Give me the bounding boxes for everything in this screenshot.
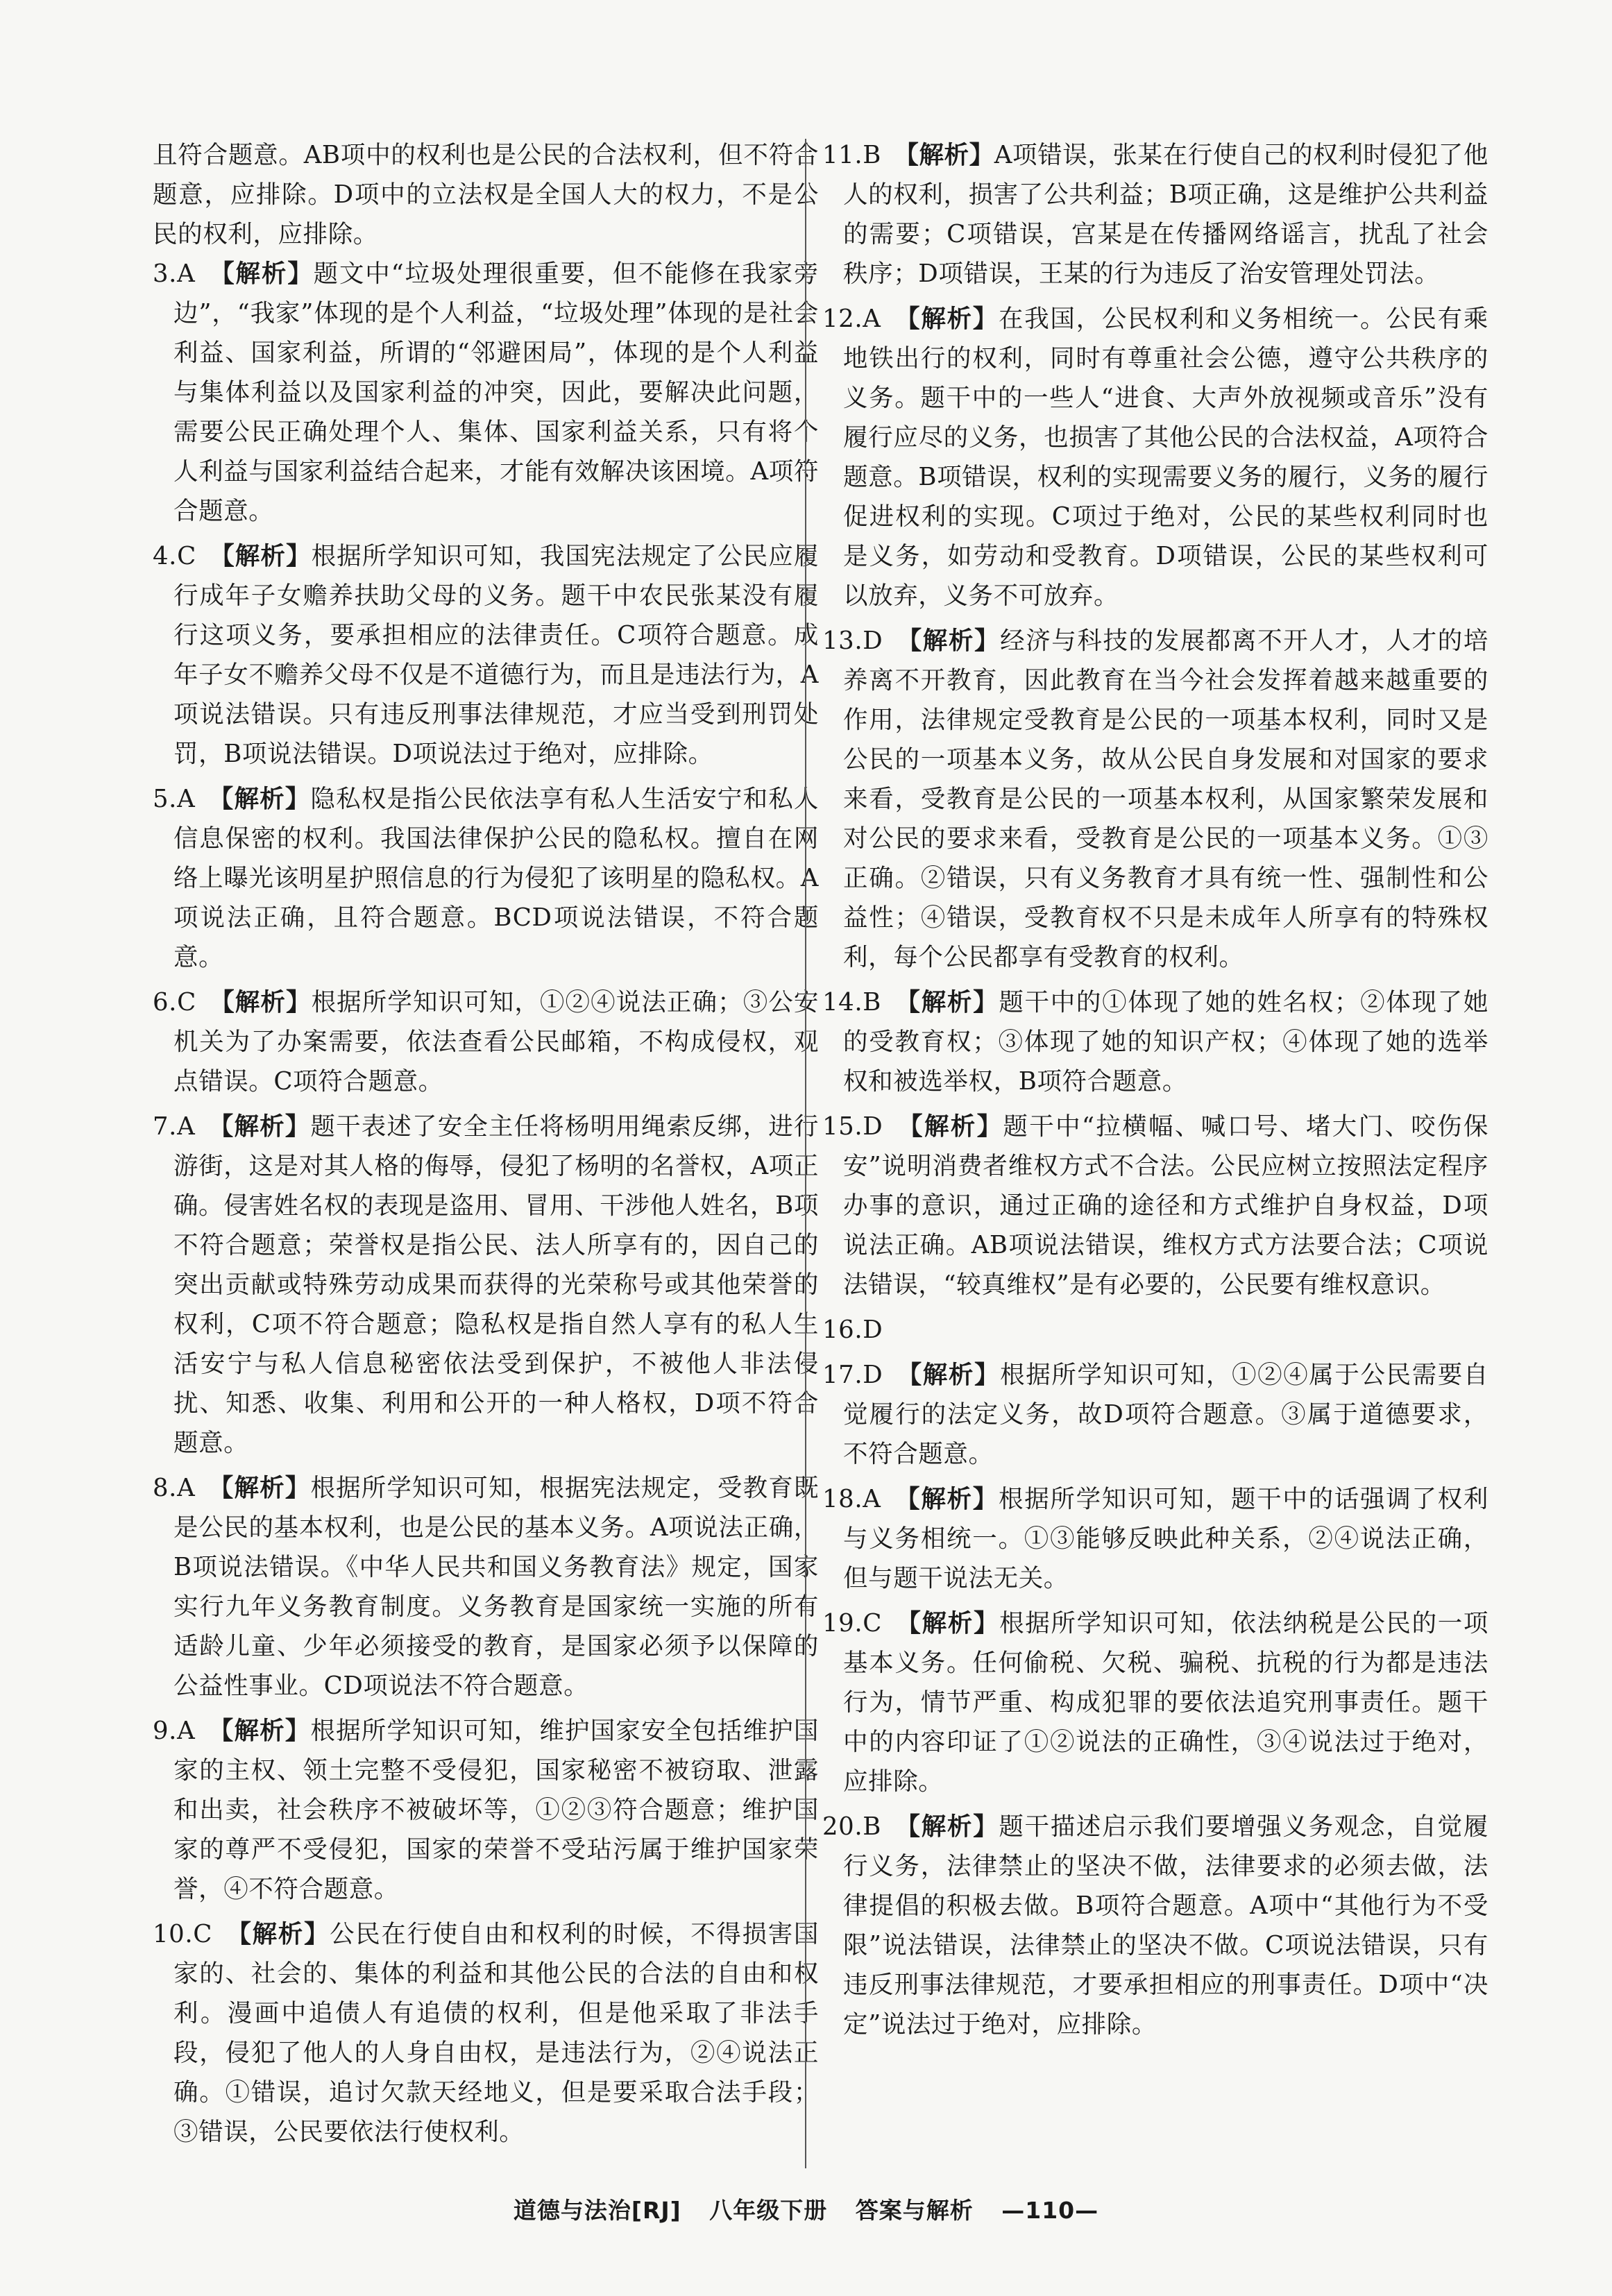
- analysis-tag: 【解析】: [909, 627, 1001, 655]
- item-answer: A: [177, 1112, 196, 1141]
- page-number: —110—: [1001, 2197, 1099, 2224]
- analysis-tag: 【解析】: [908, 1812, 999, 1841]
- answer-item-14: [822, 983, 1488, 1101]
- item-answer: C: [193, 1920, 213, 1948]
- right-column: [822, 135, 1488, 2050]
- item-number: 20.: [822, 1812, 863, 1841]
- answer-item-16: [822, 1310, 1488, 1350]
- analysis-tag: 【解析】: [908, 1609, 1000, 1638]
- analysis-tag: 【解析】: [909, 1361, 1001, 1389]
- item-number: 13.: [822, 627, 863, 655]
- item-text: 在我国，公民权利和义务相统一。公民有乘地铁出行的权利，同时有尊重社会公德，遵守公共秩序的义务。题干中的一些人“进食、大声外放视频或音乐”没有履行应尽的义务，也损害了其他公民的合法权益，A项符合题意。B项错误，权利的实现需要义务的履行，义务的履行促进权利的实现。C项过于绝对，公民的某些权利同时也是义务，如劳动和受教育。D项错误，公民的某些权利可以放弃，义务不可放弃。: [843, 305, 1488, 610]
- item-answer: B: [863, 988, 881, 1017]
- item-number: 12.: [822, 305, 863, 333]
- item-number: 15.: [822, 1112, 863, 1141]
- item-number: 14.: [822, 988, 863, 1017]
- column-divider: [805, 139, 806, 2168]
- item-number: 7.: [153, 1112, 178, 1141]
- item-number: 10.: [153, 1920, 194, 1948]
- item-answer: A: [177, 1474, 196, 1502]
- item-answer: C: [177, 542, 196, 570]
- left-column: [153, 135, 819, 2157]
- item-number: 16.: [822, 1316, 863, 1344]
- item-answer: A: [177, 1717, 196, 1745]
- item-text: 根据所学知识可知，我国宪法规定了公民应履行成年子女赡养扶助父母的义务。题干中农民张某没有履行这项义务，要承担相应的法律责任。C项符合题意。成年子女不赡养父母不仅是不道德行为，而且是违法行为，A项说法错误。只有违反刑事法律规范，才应当受到刑罚处罚，B项说法错误。D项说法过于绝对，应排除。: [173, 542, 819, 768]
- item-text: 根据所学知识可知，维护国家安全包括维护国家的主权、领土完整不受侵犯，国家秘密不被窃取、泄露和出卖，社会秩序不被破坏等，①②③符合题意；维护国家的尊严不受侵犯，国家的荣誉不受玷污属于维护国家荣誉，④不符合题意。: [173, 1717, 819, 1903]
- answer-item-15: [822, 1107, 1488, 1304]
- answer-item-12: [822, 299, 1488, 615]
- item-number: 8.: [153, 1474, 178, 1502]
- item-answer: D: [863, 1316, 883, 1344]
- answer-item-13: [822, 621, 1488, 977]
- item-text: 根据所学知识可知，根据宪法规定，受教育既是公民的基本权利，也是公民的基本义务。A项说法正确，B项说法错误。《中华人民共和国义务教育法》规定，国家实行九年义务教育制度。义务教育是国家统一实施的所有适龄儿童、少年必须接受的教育，是国家必须予以保障的公益性事业。CD项说法不符合题意。: [173, 1474, 819, 1700]
- analysis-tag: 【解析】: [910, 1112, 1003, 1141]
- item-answer: C: [863, 1609, 883, 1638]
- item-text: 根据所学知识可知，①②④属于公民需要自觉履行的法定义务，故D项符合题意。③属于道德要求，不符合题意。: [843, 1361, 1488, 1468]
- analysis-tag: 【解析】: [221, 1112, 311, 1141]
- analysis-tag: 【解析】: [906, 141, 994, 169]
- analysis-tag: 【解析】: [907, 305, 999, 333]
- item-number: 3.: [153, 260, 178, 288]
- analysis-tag: 【解析】: [221, 542, 312, 570]
- item-answer: A: [177, 785, 196, 813]
- item-number: 19.: [822, 1609, 863, 1638]
- item-number: 18.: [822, 1485, 863, 1513]
- analysis-tag: 【解析】: [221, 988, 312, 1017]
- analysis-tag: 【解析】: [221, 1717, 311, 1745]
- analysis-tag: 【解析】: [221, 1474, 311, 1502]
- item-number: 11.: [822, 141, 863, 169]
- continued-paragraph: 且符合题意。AB项中的权利也是公民的合法权利，但不符合题意，应排除。D项中的立法权是全国人大的权力，不是公民的权利，应排除。: [153, 141, 819, 248]
- item-answer: D: [863, 1112, 883, 1141]
- item-text: 题干中“拉横幅、喊口号、堵大门、咬伤保安”说明消费者维权方式不合法。公民应树立按照法定程序办事的意识，通过正确的途径和方式维护自身权益，D项说法正确。AB项说法错误，维权方式方法要合法；C项说法错误，“较真维权”是有必要的，公民要有维权意识。: [843, 1112, 1488, 1299]
- item-answer: B: [863, 1812, 881, 1841]
- item-number: 17.: [822, 1361, 863, 1389]
- item-text: 根据所学知识可知，题干中的话强调了权利与义务相统一。①③能够反映此种关系，②④说法正确，但与题干说法无关。: [843, 1485, 1488, 1592]
- item-answer: A: [863, 1485, 881, 1513]
- analysis-tag: 【解析】: [221, 785, 311, 813]
- analysis-tag: 【解析】: [221, 260, 314, 288]
- analysis-tag: 【解析】: [908, 988, 999, 1017]
- item-number: 5.: [153, 785, 178, 813]
- item-text: 题文中“垃圾处理很重要，但不能修在我家旁边”，“我家”体现的是个人利益，“垃圾处理”体现的是社会利益、国家利益，所谓的“邻避困局”，体现的是个人利益与集体利益以及国家利益的冲突，因此，要解决此问题，需要公民正确处理个人、集体、国家利益关系，只有将个人利益与国家利益结合起来，才能有效解决该困境。A项符合题意。: [173, 260, 819, 525]
- answer-item-6: [153, 983, 819, 1101]
- page-footer: [0, 2193, 1612, 2225]
- item-number: 4.: [153, 542, 178, 570]
- left-item-list: [153, 254, 819, 2152]
- answer-item-17: [822, 1355, 1488, 1474]
- item-text: 题干描述启示我们要增强义务观念，自觉履行义务，法律禁止的坚决不做，法律要求的必须去做，法律提倡的积极去做。B项符合题意。A项中“其他行为不受限”说法错误，法律禁止的坚决不做。C项说法错误，只有违反刑事法律规范，才要承担相应的刑事责任。D项中“决定”说法过于绝对，应排除。: [843, 1812, 1488, 2039]
- answer-item-3: [153, 254, 819, 531]
- answer-item-9: [153, 1711, 819, 1909]
- footer-grade: 八年级下册: [709, 2197, 828, 2224]
- answer-item-11: [822, 135, 1488, 294]
- item-answer: A: [177, 260, 196, 288]
- item-answer: A: [863, 305, 881, 333]
- item-text: 根据所学知识可知，依法纳税是公民的一项基本义务。任何偷税、欠税、骗税、抗税的行为都是违法行为，情节严重、构成犯罪的要依法追究刑事责任。题干中的内容印证了①②说法的正确性，③④说法过于绝对，应排除。: [843, 1609, 1488, 1796]
- analysis-tag: 【解析】: [907, 1485, 999, 1513]
- answer-item-10: [153, 1914, 819, 2152]
- answer-item-8: [153, 1468, 819, 1706]
- answer-item-7: [153, 1107, 819, 1463]
- answer-item-5: [153, 779, 819, 977]
- answer-item-19: [822, 1604, 1488, 1801]
- item-answer: D: [863, 1361, 883, 1389]
- item-text: 隐私权是指公民依法享有私人生活安宁和私人信息保密的权利。我国法律保护公民的隐私权。擅自在网络上曝光该明星护照信息的行为侵犯了该明星的隐私权。A项说法正确，且符合题意。BCD项说法错误，不符合题意。: [173, 785, 819, 971]
- analysis-tag: 【解析】: [239, 1920, 330, 1948]
- item-answer: C: [177, 988, 196, 1017]
- answer-item-18: [822, 1479, 1488, 1598]
- item-text: A项错误，张某在行使自己的权利时侵犯了他人的权利，损害了公共利益；B项正确，这是维护公共利益的需要；C项错误，宫某是在传播网络谣言，扰乱了社会秩序；D项错误，王某的行为违反了治安管理处罚法。: [843, 141, 1488, 288]
- right-item-list: [822, 135, 1488, 2044]
- item-text: 题干中的①体现了她的姓名权；②体现了她的受教育权；③体现了她的知识产权；④体现了她的选举权和被选举权，B项符合题意。: [843, 988, 1488, 1096]
- footer-section: 答案与解析: [855, 2197, 974, 2224]
- item-answer: D: [863, 627, 883, 655]
- footer-subject: 道德与法治[RJ]: [513, 2197, 681, 2224]
- item-text: 经济与科技的发展都离不开人才，人才的培养离不开教育，因此教育在当今社会发挥着越来越重要的作用，法律规定受教育是公民的一项基本权利，同时又是公民的一项基本义务，故从公民自身发展和对国家的要求来看，受教育是公民的一项基本权利，从国家繁荣发展和对公民的要求来看，受教育是公民的一项基本义务。①③正确。②错误，只有义务教育才具有统一性、强制性和公益性；④错误，受教育权不只是未成年人所享有的特殊权利，每个公民都享有受教育的权利。: [843, 627, 1488, 971]
- item-text: 根据所学知识可知，①②④说法正确；③公安机关为了办案需要，依法查看公民邮箱，不构成侵权，观点错误。C项符合题意。: [173, 988, 819, 1096]
- item-text: 公民在行使自由和权利的时候，不得损害国家的、社会的、集体的利益和其他公民的合法的自由和权利。漫画中追债人有追债的权利，但是他采取了非法手段，侵犯了他人的人身自由权，是违法行为，②④说法正确。①错误，追讨欠款天经地义，但是要采取合法手段；③错误，公民要依法行使权利。: [173, 1920, 819, 2146]
- item-answer: B: [863, 141, 881, 169]
- answer-item-4: [153, 536, 819, 774]
- item-text: 题干表述了安全主任将杨明用绳索反绑，进行游街，这是对其人格的侮辱，侵犯了杨明的名誉权，A项正确。侵害姓名权的表现是盗用、冒用、干涉他人姓名，B项不符合题意；荣誉权是指公民、法人所享有的，因自己的突出贡献或特殊劳动成果而获得的光荣称号或其他荣誉的权利，C项不符合题意；隐私权是指自然人享有的私人生活安宁与私人信息秘密依法受到保护，不被他人非法侵扰、知悉、收集、利用和公开的一种人格权，D项不符合题意。: [173, 1112, 819, 1457]
- item-number: 9.: [153, 1717, 178, 1745]
- answer-item-20: [822, 1807, 1488, 2044]
- item-number: 6.: [153, 988, 178, 1017]
